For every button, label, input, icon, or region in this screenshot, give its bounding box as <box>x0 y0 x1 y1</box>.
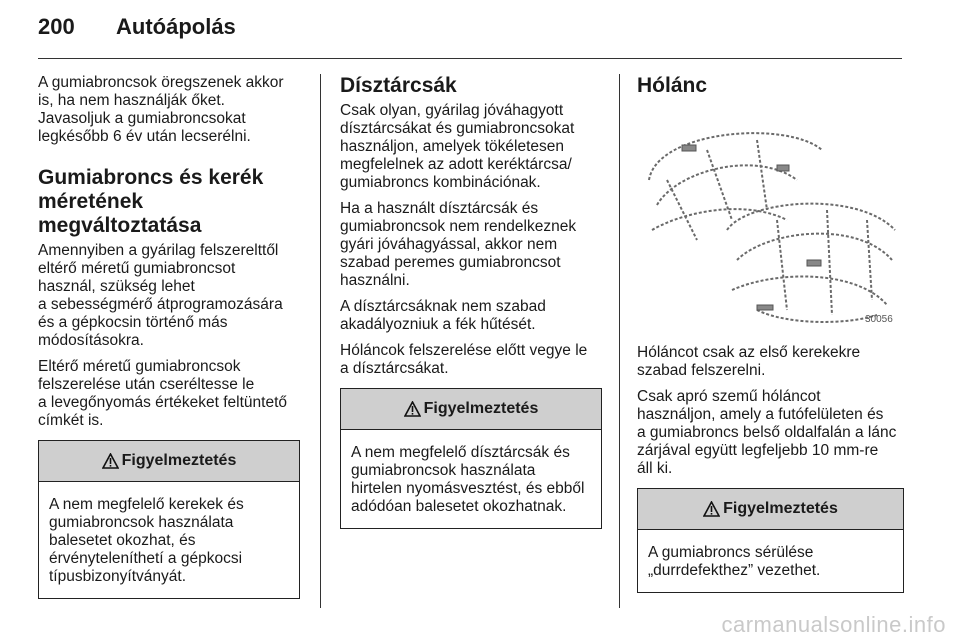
snow-chain-illustration <box>637 110 900 332</box>
snow-chain-paragraph-2: Csak apró szemű hóláncot használjon, amely a futófelületen és a gumiabroncs belső oldalfalán a lánc zárjával együtt legfeljebb 10 mm-re áll ki. <box>637 388 897 477</box>
snow-chain-heading: Hólánc <box>637 74 708 97</box>
column-divider <box>619 74 620 608</box>
wheel-covers-heading: Dísztárcsák <box>340 74 457 97</box>
warning-triangle-icon <box>703 501 720 517</box>
snow-chain-paragraph-1: Hóláncot csak az első kerekekre szabad felszerelni. <box>637 344 861 379</box>
figure-code: 30056 <box>865 314 893 325</box>
warning-header <box>39 441 299 482</box>
warning-text: A nem megfelelő dísztárcsák és gumiabroncsok használata hirtelen nyomásvesztést, és ebből adódóan balesetet okozhatnak. <box>351 444 585 515</box>
column-left <box>38 74 300 599</box>
tire-size-heading: Gumiabroncs és kerék méretének megváltoztatása <box>38 166 264 237</box>
wheel-covers-paragraph-1: Csak olyan, gyárilag jóváhagyott dísztárcsákat és gumiabroncsokat használjon, amelyek tökéletesen megfelelnek az adott keréktárcsa/ gumiabroncs kombinációnak. <box>340 102 575 191</box>
warning-box <box>637 488 904 593</box>
warning-header <box>638 489 903 530</box>
warning-text: A gumiabroncs sérülése „durrdefekthez” vezethet. <box>648 544 821 579</box>
page-number: 200 <box>38 14 75 39</box>
warning-triangle-icon <box>102 453 119 469</box>
wheel-covers-paragraph-2: Ha a használt dísztárcsák és gumiabroncsok nem rendelkeznek gyári jóváhagyással, akkor nem szabad peremes gumiabroncsot használni. <box>340 200 577 289</box>
warning-title: Figyelmeztetés <box>121 452 237 469</box>
column-divider <box>320 74 321 608</box>
warning-box <box>340 388 602 529</box>
tire-aging-paragraph: A gumiabroncsok öregszenek akkor is, ha nem használják őket. Javasoljuk a gumiabroncsokat legkésőbb 6 év után lecserélni. <box>38 74 284 145</box>
warning-title: Figyelmeztetés <box>723 500 838 517</box>
wheel-covers-paragraph-4: Hóláncok felszerelése előtt vegye le a dísztárcsákat. <box>340 342 588 377</box>
warning-triangle-icon <box>404 401 421 417</box>
wheel-covers-paragraph-3: A dísztárcsáknak nem szabad akadályozniuk a fék hűtését. <box>340 298 546 333</box>
column-right <box>637 74 904 593</box>
tire-size-paragraph: Amennyiben a gyárilag felszerelttől eltérő méretű gumiabroncsot használ, szükség lehet a sebességmérő átprogramozására és a gépkocsin történő más módosításokra. <box>38 242 283 349</box>
warning-header <box>341 389 601 430</box>
header-divider <box>38 58 902 59</box>
warning-title: Figyelmeztetés <box>423 400 539 417</box>
watermark: carmanualsonline.info <box>721 612 946 637</box>
warning-box <box>38 440 300 599</box>
chapter-title: Autóápolás <box>116 14 236 39</box>
tire-label-paragraph: Eltérő méretű gumiabroncsok felszerelése után cseréltesse le a levegőnyomás értékeket feltüntető címkét is. <box>38 358 288 429</box>
warning-text: A nem megfelelő kerekek és gumiabroncsok használata balesetet okozhat, és érvényteleníthetí a gépkocsi típusbizonyítványát. <box>49 496 244 585</box>
column-middle <box>340 74 602 529</box>
